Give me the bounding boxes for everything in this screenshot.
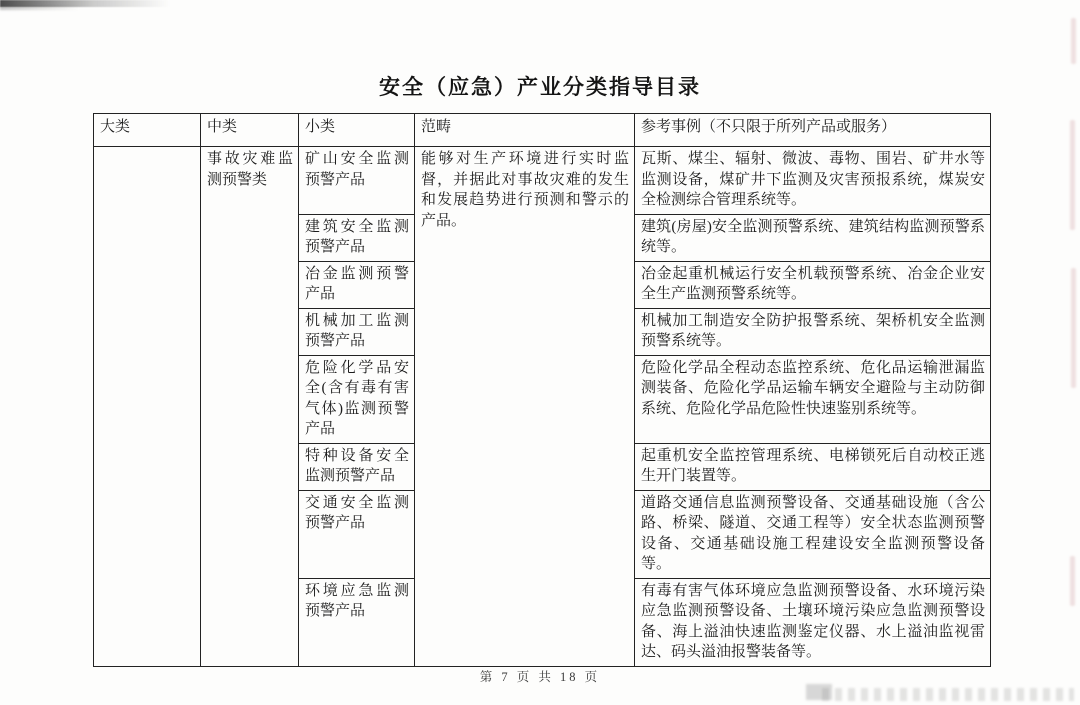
- cell-major-category: [94, 147, 201, 667]
- page-number: 第 7 页 共 18 页: [479, 670, 601, 684]
- cell-small-category: 矿山安全监测预警产品: [299, 147, 415, 215]
- cell-small-category: 建筑安全监测预警产品: [299, 214, 415, 261]
- cell-middle-category: 事故灾难监测预警类: [201, 147, 299, 667]
- cell-small-category: 特种设备安全监测预警产品: [299, 443, 415, 490]
- scan-artifact: [806, 684, 832, 700]
- cell-small-category: 环境应急监测预警产品: [299, 578, 415, 666]
- scan-artifact: [0, 0, 170, 7]
- scan-artifact: [1071, 18, 1076, 64]
- table-header-row: [94, 114, 991, 147]
- scan-artifact: [1070, 120, 1075, 230]
- column-header-scope: 范畴: [415, 114, 635, 147]
- table-row: [94, 147, 991, 215]
- scan-artifact: [1071, 268, 1076, 388]
- column-header-middle-category: 中类: [201, 114, 299, 147]
- cell-examples: 建筑(房屋)安全监测预警系统、建筑结构监测预警系统等。: [635, 214, 991, 261]
- cell-examples: 道路交通信息监测预警设备、交通基础设施（含公路、桥梁、隧道、交通工程等）安全状态监测预警设备、交通基础设施工程建设安全监测预警设备等。: [635, 490, 991, 578]
- scan-artifact: [1070, 556, 1075, 606]
- cell-small-category: 机械加工监测预警产品: [299, 308, 415, 355]
- page-title: 安全（应急）产业分类指导目录: [379, 75, 701, 99]
- cell-examples: 机械加工制造安全防护报警系统、架桥机安全监测预警系统等。: [635, 308, 991, 355]
- column-header-major-category: 大类: [94, 114, 201, 147]
- cell-examples: 起重机安全监控管理系统、电梯锁死后自动校正逃生开门装置等。: [635, 443, 991, 490]
- cell-small-category: 交通安全监测预警产品: [299, 490, 415, 578]
- cell-examples: 瓦斯、煤尘、辐射、微波、毒物、围岩、矿井水等监测设备，煤矿井下监测及灾害预报系统，煤炭安全检测综合管理系统等。: [635, 147, 991, 215]
- cell-small-category: 冶金监测预警产品: [299, 261, 415, 308]
- scan-artifact: [0, 6, 80, 10]
- cell-examples: 冶金起重机械运行安全机载预警系统、冶金企业安全生产监测预警系统等。: [635, 261, 991, 308]
- cell-examples: 危险化学品全程动态监控系统、危化品运输泄漏监测装备、危险化学品运输车辆安全避险与主动防御系统、危险化学品危险性快速鉴别系统等。: [635, 355, 991, 443]
- cell-small-category: 危险化学品安全(含有毒有害气体)监测预警产品: [299, 355, 415, 443]
- classification-table: [93, 113, 991, 667]
- cell-scope: 能够对生产环境进行实时监督，并据此对事故灾难的发生和发展趋势进行预测和警示的产品。: [415, 147, 635, 667]
- scan-artifact: [822, 688, 1074, 701]
- column-header-small-category: 小类: [299, 114, 415, 147]
- cell-examples: 有毒有害气体环境应急监测预警设备、水环境污染应急监测预警设备、土壤环境污染应急监测预警设备、海上溢油快速监测鉴定仪器、水上溢油监视雷达、码头溢油报警装备等。: [635, 578, 991, 666]
- column-header-examples: 参考事例（不只限于所列产品或服务）: [635, 114, 991, 147]
